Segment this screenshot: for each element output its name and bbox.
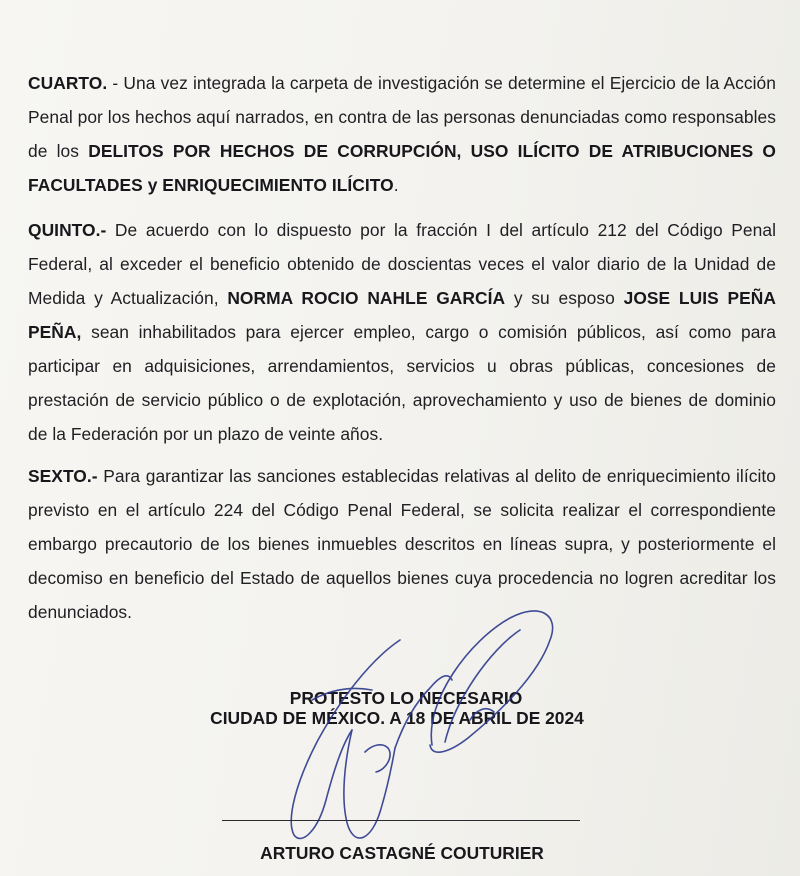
paragraph-quinto-name-2: JOSE LUIS PEÑA PEÑA, (28, 288, 776, 342)
closing-protest: PROTESTO LO NECESARIO (289, 688, 523, 708)
paragraph-cuarto (28, 66, 776, 202)
paragraph-sexto-text: Para garantizar las sanciones establecidas relativas al delito de enriquecimiento ilícito previsto en el artículo 224 del Código Penal Federal, se solicita realizar el correspondiente embargo precautorio de los bienes inmuebles descritos en líneas supra, y posteriormente el decomiso en beneficio del Estado de aquellos bienes cuya procedencia no logren acreditar los denunciados. (28, 466, 776, 622)
paragraph-sexto (28, 459, 776, 629)
paragraph-cuarto-text: Una vez integrada la carpeta de investigación se determine el Ejercicio de la Acción Penal por los hechos aquí narrados, en contra de las personas denunciadas como responsables de los (28, 73, 776, 161)
paragraph-cuarto-end: . (393, 175, 399, 195)
closing-place-date: CIUDAD DE MÉXICO. A 18 DE ABRIL DE 2024 (210, 708, 584, 728)
paragraph-quinto (28, 213, 776, 451)
signer-name (0, 843, 800, 864)
paragraph-quinto-text-2: y su esposo (505, 288, 624, 308)
paragraph-cuarto-separator: - (107, 73, 124, 93)
paragraph-cuarto-crimes: DELITOS POR HECHOS DE CORRUPCIÓN, USO ILÍCITO DE ATRIBUCIONES O FACULTADES y ENRIQUECIMIENTO ILÍCITO (28, 141, 776, 195)
signer-name-text: ARTURO CASTAGNÉ COUTURIER (260, 843, 544, 863)
paragraph-quinto-name-1: NORMA ROCIO NAHLE GARCÍA (227, 288, 506, 308)
paragraph-quinto-text: De acuerdo con lo dispuesto por la fracción I del artículo 212 del Código Penal Federal, al exceder el beneficio obtenido de doscientas veces el valor diario de la Unidad de Medida y Actualización, (28, 220, 776, 308)
signature-line (222, 820, 580, 821)
paragraph-sexto-label: SEXTO.- (28, 466, 98, 486)
paragraph-quinto-text-3: sean inhabilitados para ejercer empleo, cargo o comisión públicos, así como para participar en adquisiciones, arrendamientos, servicios u obras públicas, concesiones de prestación de servicio público o de explotación, aprovechamiento y uso de bienes de dominio de la Federación por un plazo de veinte años. (28, 322, 776, 444)
paragraph-quinto-label: QUINTO.- (28, 220, 107, 240)
paragraph-cuarto-label: CUARTO. (28, 73, 108, 93)
